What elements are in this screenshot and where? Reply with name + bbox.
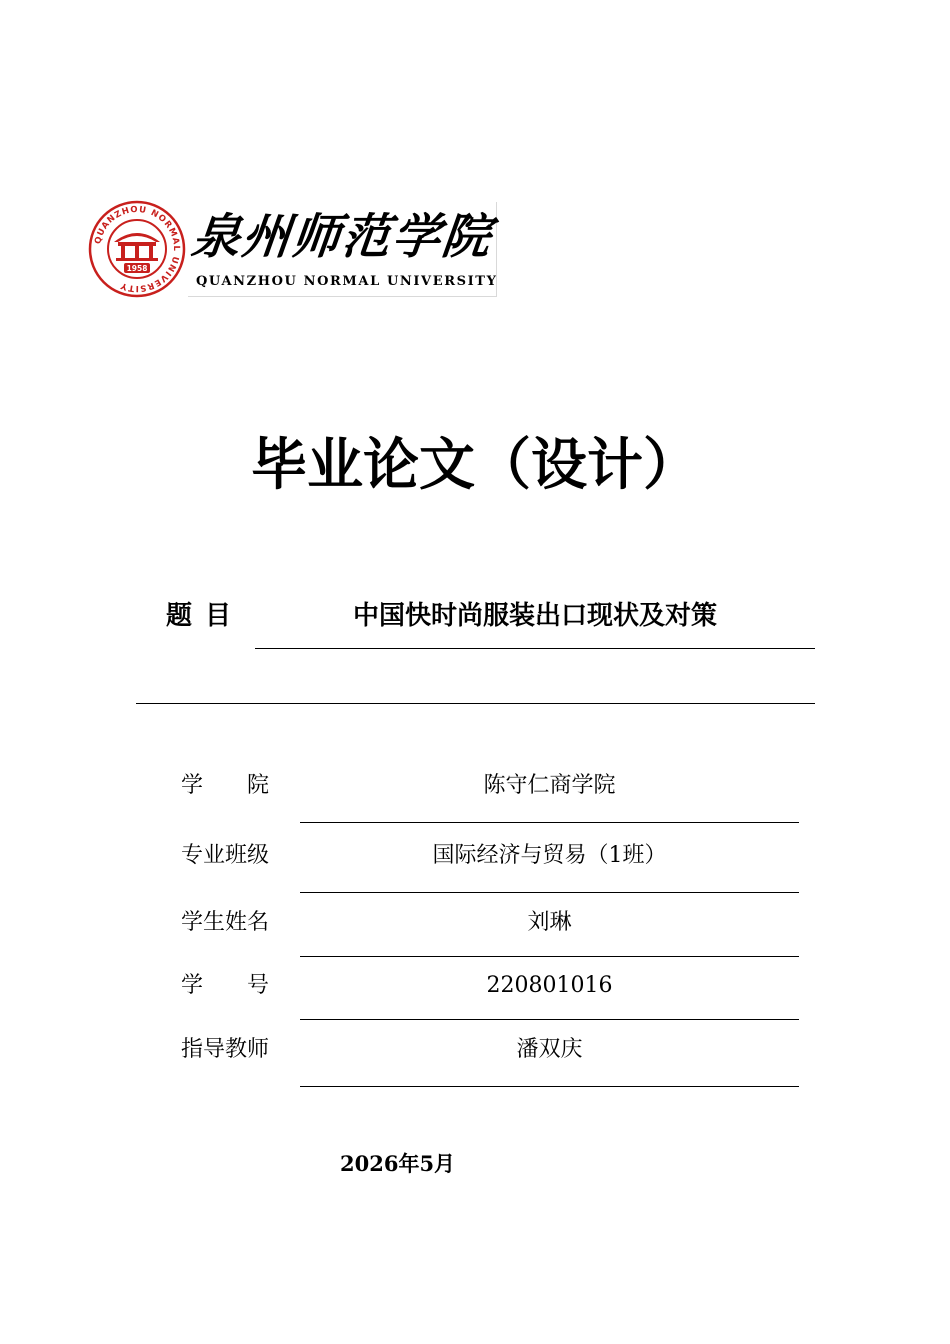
college-underline <box>300 822 799 823</box>
college-label: 学 院 <box>180 773 269 798</box>
seal-year: 1958 <box>126 264 148 273</box>
major-class-label: 专业班级 <box>180 843 269 868</box>
seal-ring-text: QUANZHOU NORMAL UNIVERSITY <box>93 204 182 294</box>
topic-value: 中国快时尚服装出口现状及对策 <box>352 601 717 631</box>
topic-underline <box>255 648 815 649</box>
topic-label: 题 目 <box>166 601 234 631</box>
advisor-label: 指导教师 <box>180 1037 269 1062</box>
student-name-underline <box>300 956 799 957</box>
university-name-en: QUANZHOU NORMAL UNIVERSITY <box>196 274 498 289</box>
topic-underline-second <box>136 703 815 704</box>
advisor-underline <box>300 1086 799 1087</box>
student-name-value: 刘琳 <box>527 910 572 935</box>
page-title: 毕业论文（设计） <box>251 433 699 498</box>
advisor-value: 潘双庆 <box>516 1037 583 1062</box>
submission-date: 2026年5月 <box>340 1151 456 1176</box>
college-value: 陈守仁商学院 <box>483 773 616 798</box>
major-class-underline <box>300 892 799 893</box>
university-name-cn: 泉州师范学院 <box>189 209 495 265</box>
student-id-value: 220801016 <box>486 973 613 998</box>
student-name-label: 学生姓名 <box>180 910 269 935</box>
student-id-underline <box>300 1019 799 1020</box>
university-seal-icon <box>88 200 186 298</box>
major-class-value: 国际经济与贸易（1班） <box>432 843 667 868</box>
student-id-label: 学 号 <box>180 973 269 998</box>
university-logo <box>88 200 498 298</box>
